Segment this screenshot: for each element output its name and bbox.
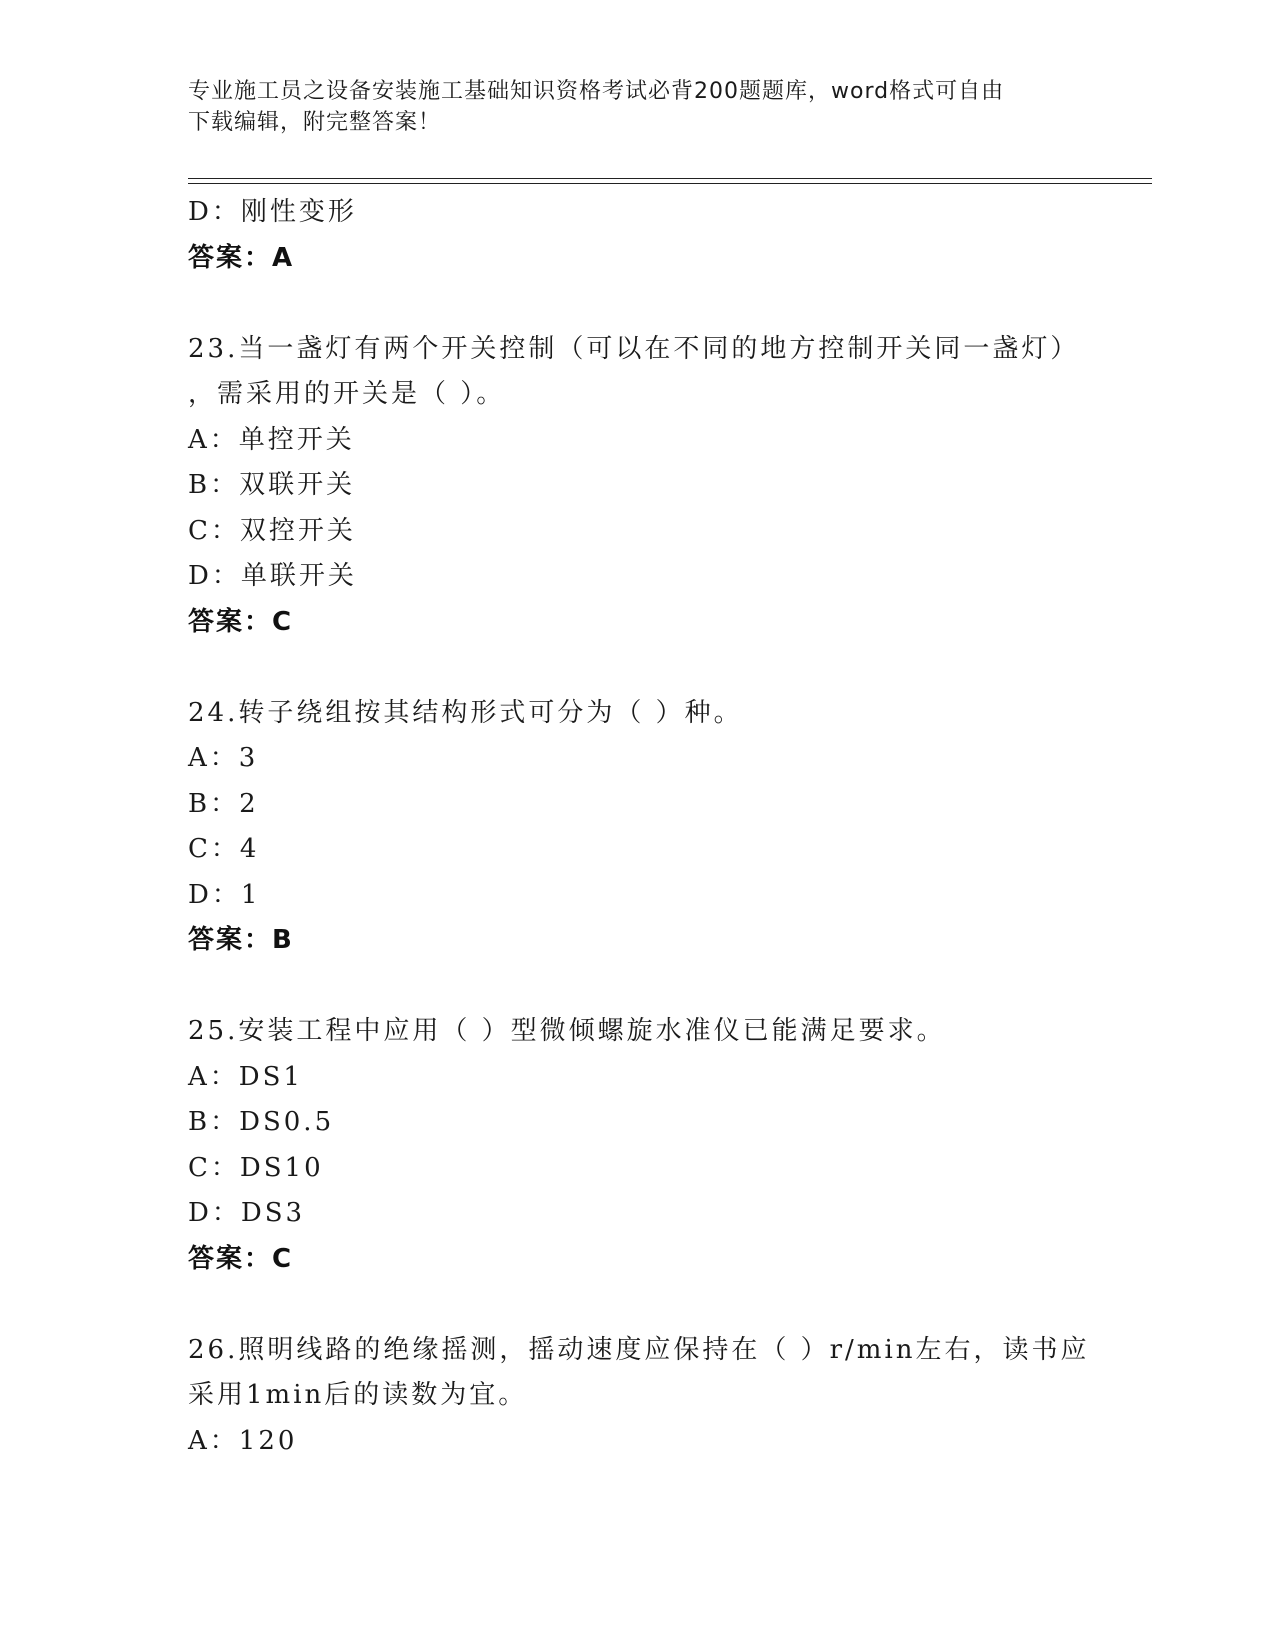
spacer	[188, 964, 1088, 1010]
spacer	[188, 1282, 1088, 1328]
answer-line: 答案：A	[188, 242, 295, 273]
question-stem: 25.安装工程中应用（ ）型微倾螺旋水准仪已能满足要求。	[188, 1016, 946, 1046]
option-a: A：DS1	[188, 1061, 303, 1092]
spacer	[188, 281, 1088, 327]
document-header	[188, 76, 1068, 138]
question-stem: 采用1min后的读数为宜。	[188, 1380, 528, 1410]
option-c: C：4	[188, 834, 260, 864]
spacer	[188, 645, 1088, 691]
option-d: D：DS3	[188, 1198, 306, 1228]
answer-line: 答案：B	[188, 925, 294, 955]
answer-line: 答案：C	[188, 606, 294, 637]
question-stem: 23.当一盏灯有两个开关控制（可以在不同的地方控制开关同一盏灯）	[188, 333, 1080, 364]
question-stem: 26.照明线路的绝缘摇测，摇动速度应保持在（ ）r/min左右，读书应	[188, 1334, 1090, 1365]
header-rule-top	[188, 178, 1152, 179]
question-stem: ，需采用的开关是（ ）。	[188, 379, 506, 409]
header-rule-bottom	[188, 183, 1152, 184]
question-24	[188, 691, 1088, 964]
header-line-2: 下载编辑，附完整答案！	[188, 110, 442, 135]
option-d: D：单联开关	[188, 561, 357, 591]
question-25	[188, 1009, 1088, 1282]
option-d: D：1	[188, 879, 261, 910]
option-a: A：单控开关	[188, 424, 355, 455]
option-a: A：3	[188, 743, 259, 773]
option-d: D：刚性变形	[188, 197, 357, 227]
question-26	[188, 1328, 1088, 1465]
question-list	[188, 190, 1088, 1464]
question-stem: 24.转子绕组按其结构形式可分为（ ）种。	[188, 697, 743, 728]
option-a: A：120	[188, 1425, 298, 1456]
option-b: B：2	[188, 788, 259, 819]
option-b: B：DS0.5	[188, 1107, 335, 1137]
answer-line: 答案：C	[188, 1243, 294, 1274]
option-b: B：双联开关	[188, 470, 356, 500]
question-23	[188, 327, 1088, 646]
header-line-1: 专业施工员之设备安装施工基础知识资格考试必背200题题库，word格式可自由	[188, 79, 1005, 104]
option-c: C：双控开关	[188, 515, 356, 546]
option-c: C：DS10	[188, 1152, 324, 1183]
